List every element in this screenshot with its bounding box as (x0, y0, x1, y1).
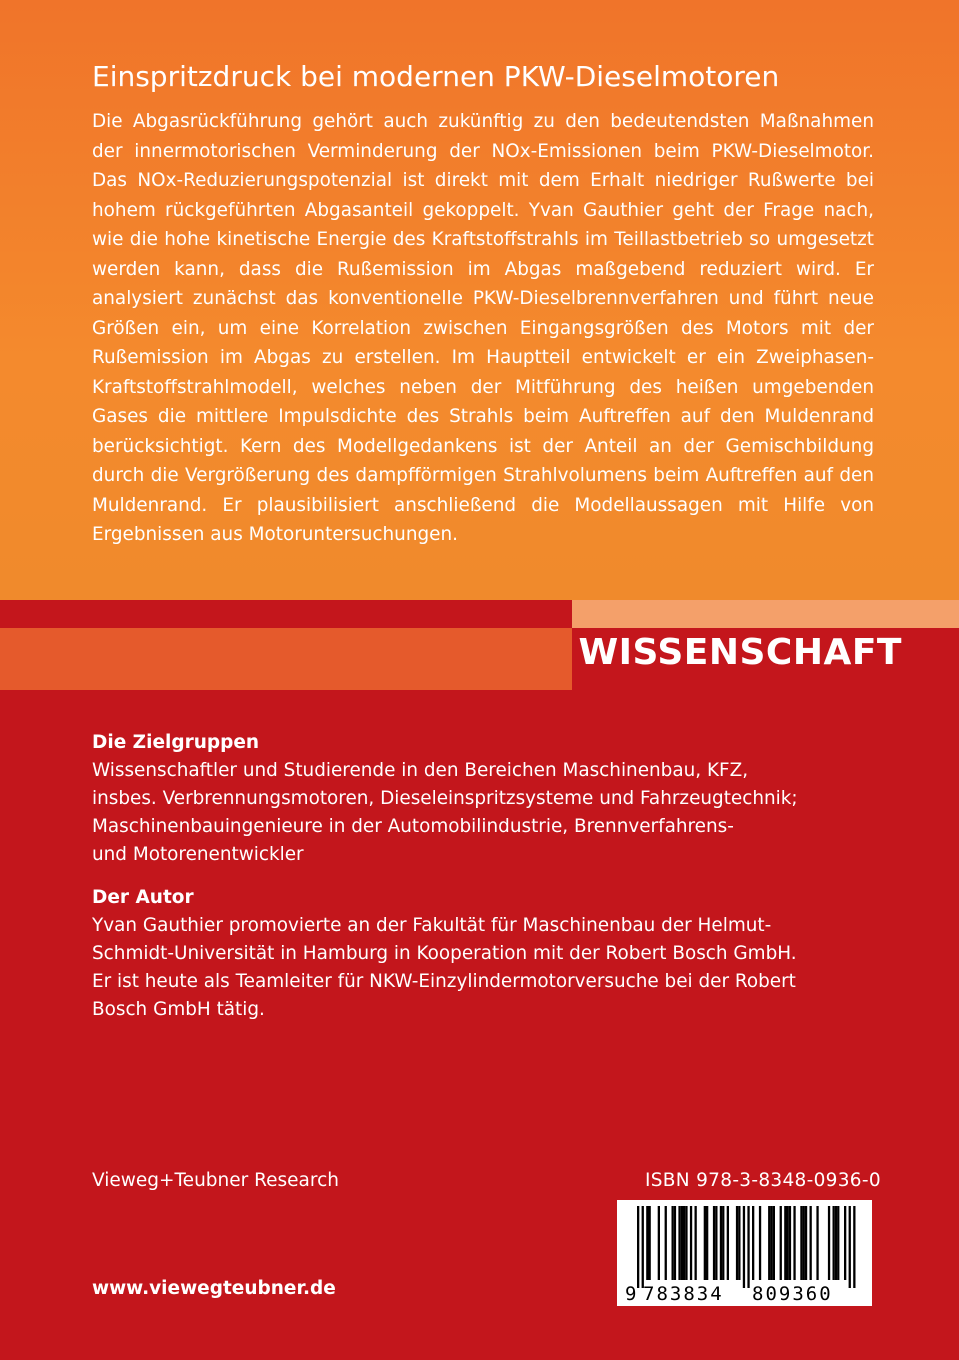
barcode-bar (833, 1206, 835, 1280)
barcode-bar (773, 1206, 775, 1280)
barcode-bar (642, 1206, 644, 1288)
publisher-url[interactable]: www.viewegteubner.de (92, 1278, 336, 1299)
barcode-bar (713, 1206, 715, 1280)
author-line: Yvan Gauthier promovierte an der Fakultät für Maschinenbau der Helmut- (92, 915, 772, 936)
barcode-bar (789, 1206, 791, 1280)
barcode-bar (747, 1206, 749, 1288)
barcode-digits-right: 809360 (752, 1283, 833, 1305)
barcode-bar (835, 1206, 837, 1280)
barcode-bar (759, 1206, 761, 1280)
barcode-bar (800, 1206, 802, 1280)
barcode-bar (828, 1206, 830, 1280)
barcode-bar (805, 1206, 807, 1280)
barcode-bar (803, 1206, 805, 1280)
author-line: Er ist heute als Teamleiter für NKW-Einzylindermotorversuche bei der Robert (92, 971, 796, 992)
author-line: Bosch GmbH tätig. (92, 999, 265, 1020)
barcode-bar (649, 1206, 651, 1280)
barcode-bar (768, 1206, 770, 1280)
barcode (617, 1200, 872, 1306)
target-group-line: insbes. Verbrennungsmotoren, Dieseleinspritzsysteme und Fahrzeugtechnik; (92, 788, 798, 809)
author-section (92, 884, 882, 1024)
barcode-bar (727, 1206, 729, 1280)
barcode-bar (784, 1206, 786, 1280)
barcode-bar (690, 1206, 692, 1280)
barcode-bar (637, 1206, 639, 1288)
barcode-bar (706, 1206, 708, 1280)
barcode-bar (853, 1206, 855, 1288)
barcode-bar (810, 1206, 812, 1280)
barcode-bar (736, 1206, 738, 1280)
barcode-digits-left: 783834 (643, 1283, 724, 1305)
barcode-bar (646, 1206, 648, 1280)
barcode-bar (722, 1206, 724, 1280)
barcode-bar (678, 1206, 680, 1280)
barcode-bar (720, 1206, 722, 1280)
book-title: Einspritzdruck bei modernen PKW-Dieselmotoren (92, 60, 780, 93)
series-label: WISSENSCHAFT (578, 632, 902, 673)
barcode-bar (849, 1206, 851, 1288)
barcode-bar (844, 1206, 846, 1280)
target-group-heading: Die Zielgruppen (92, 732, 260, 753)
barcode-bar (715, 1206, 717, 1280)
barcode-bar (780, 1206, 782, 1280)
publisher-name: Vieweg+Teubner Research (92, 1170, 339, 1191)
barcode-bar (770, 1206, 772, 1280)
barcode-bars (637, 1206, 856, 1288)
barcode-digit-lead: 9 (625, 1283, 637, 1305)
barcode-bar (695, 1206, 697, 1280)
barcode-bar (743, 1206, 745, 1288)
barcode-bar (665, 1206, 667, 1280)
barcode-bar (787, 1206, 789, 1280)
target-group-line: Wissenschaftler und Studierende in den Bereichen Maschinenbau, KFZ, (92, 760, 749, 781)
barcode-bar (837, 1206, 839, 1280)
series-tab-top (572, 600, 959, 628)
barcode-bar (738, 1206, 740, 1280)
barcode-bar (681, 1206, 683, 1280)
author-heading: Der Autor (92, 887, 194, 908)
target-group-section (92, 729, 882, 869)
target-group-line: Maschinenbauingenieure in der Automobilindustrie, Brennverfahrens- (92, 816, 734, 837)
barcode-bar (816, 1206, 818, 1280)
barcode-graphic (617, 1200, 872, 1306)
barcode-bar (683, 1206, 685, 1280)
barcode-bar (674, 1206, 676, 1280)
author-line: Schmidt-Universität in Hamburg in Kooperation mit der Robert Bosch GmbH. (92, 943, 797, 964)
barcode-bar (672, 1206, 674, 1280)
barcode-bar (793, 1206, 795, 1280)
abstract-text: Die Abgasrückführung gehört auch zukünftig zu den bedeutendsten Maßnahmen der innermotorischen Verminderung der NOx-Emissionen beim PKW-Dieselmotor. Das NOx-Reduzierungspotenzial ist direkt mit dem Erhalt niedriger Rußwerte bei hohem rückgeführten Abgasanteil gekoppelt. Yvan Gauthier geht der Frage nach, wie die hohe kinetische Energie des Kraftstoffstrahls im Teillastbetrieb so umgesetzt werden kann, dass die Rußemission im Abgas maßgebend reduziert wird. Er analysiert zunächst das konventionelle PKW-Dieselbrennverfahren und führt neue Größen ein, um eine Korrelation zwischen Eingangsgrößen des Motors mit der Rußemission im Abgas zu erstellen. Im Hauptteil entwickelt er ein Zweiphasen-Kraftstoffstrahlmodell, welches neben der Mitführung des heißen umgebenden Gases die mittlere Impulsdichte des Strahls beim Auftreffen auf den Muldenrand berücksichtigt. Kern des Modellgedankens ist der Anteil an der Gemischbildung durch die Vergrößerung des dampfförmigen Strahlvolumens beim Auftreffen auf den Muldenrand. Er plausibilisiert anschließend die Modellaussagen mit Hilfe von Ergebnissen aus Motoruntersuchungen. (92, 111, 874, 545)
isbn-number: ISBN 978-3-8348-0936-0 (645, 1170, 881, 1191)
barcode-bar (752, 1206, 754, 1280)
barcode-bar (658, 1206, 660, 1280)
target-group-line: und Motorenentwickler (92, 844, 304, 865)
barcode-bar (685, 1206, 687, 1280)
barcode-bar (704, 1206, 706, 1280)
